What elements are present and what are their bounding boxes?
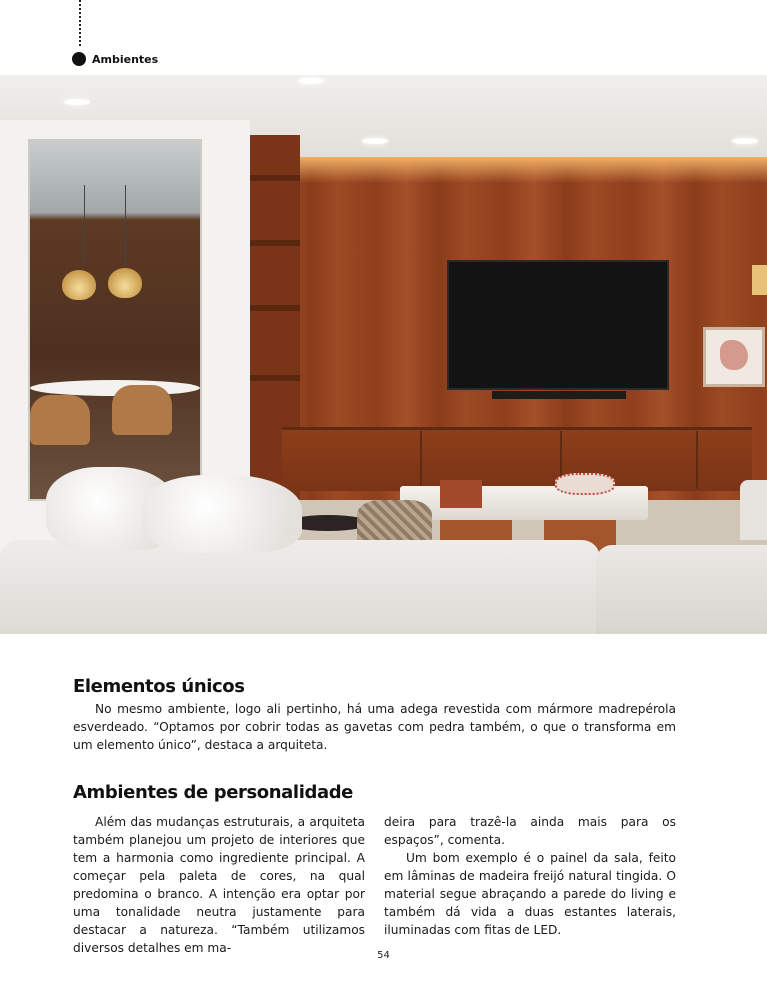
pendant-lamp-icon <box>62 270 96 300</box>
art-figure <box>720 340 748 370</box>
ceiling-light-icon <box>362 138 388 144</box>
dining-chair <box>112 385 172 435</box>
sofa-section <box>596 545 767 634</box>
wall-lamp-icon <box>752 265 767 295</box>
section-tag <box>72 52 158 66</box>
section-label: Ambientes <box>92 52 159 66</box>
bullet-dot-icon <box>72 52 86 66</box>
soundbar <box>492 391 626 399</box>
ceiling-light-icon <box>64 99 90 105</box>
living-room-photo <box>0 75 767 634</box>
shelf-board <box>248 240 300 246</box>
shelf-board <box>248 375 300 381</box>
body-paragraph: Um bom exemplo é o painel da sala, feito em lâminas de madeira freijó natural tingida. O material segue abraçando a parede do living e também dá vida a duas estantes laterais, iluminadas com fitas de LED. <box>384 851 676 937</box>
armchair <box>740 480 767 540</box>
decor-box <box>440 480 482 508</box>
pendant-cord <box>125 185 126 265</box>
column-left-text: Além das mudanças estruturais, a arquiteta também planejou um projeto de interiores que tem a harmonia como ingrediente principal. A começar pela paleta de cores, na qual predomina o branco. A intenção era optar por uma tonalidade neutra justamente para destacar a natureza. “Também utilizamos diversos detalhes em ma- <box>73 815 365 955</box>
console-divider <box>420 431 422 489</box>
page-number: 54 <box>377 950 390 961</box>
ceiling-light-icon <box>298 78 324 84</box>
console-divider <box>696 431 698 489</box>
body-paragraph: No mesmo ambiente, logo ali pertinho, há uma adega revestida com mármore madrepérola esverdeado. “Optamos por cobrir todas as gavetas com pedra também, o que o transforma em um elemento único”, destaca a arquiteta. <box>73 702 676 752</box>
mirror <box>28 139 202 501</box>
shelf-board <box>248 305 300 311</box>
section-heading: Elementos únicos <box>73 676 245 697</box>
wall-art <box>703 327 765 387</box>
pendant-cord <box>84 185 85 265</box>
ceiling-light-icon <box>732 138 758 144</box>
wood-console <box>282 427 752 491</box>
shelf-board <box>248 175 300 181</box>
paragraph-continuation: deira para trazê-la ainda mais para os espaços”, comenta. <box>384 815 676 847</box>
pendant-lamp-icon <box>108 268 142 298</box>
television <box>447 260 669 390</box>
coral-decor <box>555 473 615 495</box>
sofa <box>0 540 600 634</box>
column-right-text <box>384 813 676 939</box>
dotted-rule <box>79 0 81 46</box>
dining-chair <box>30 395 90 445</box>
section-heading: Ambientes de personalidade <box>73 782 353 803</box>
cushion <box>142 475 302 553</box>
led-strip-glow <box>248 157 767 183</box>
